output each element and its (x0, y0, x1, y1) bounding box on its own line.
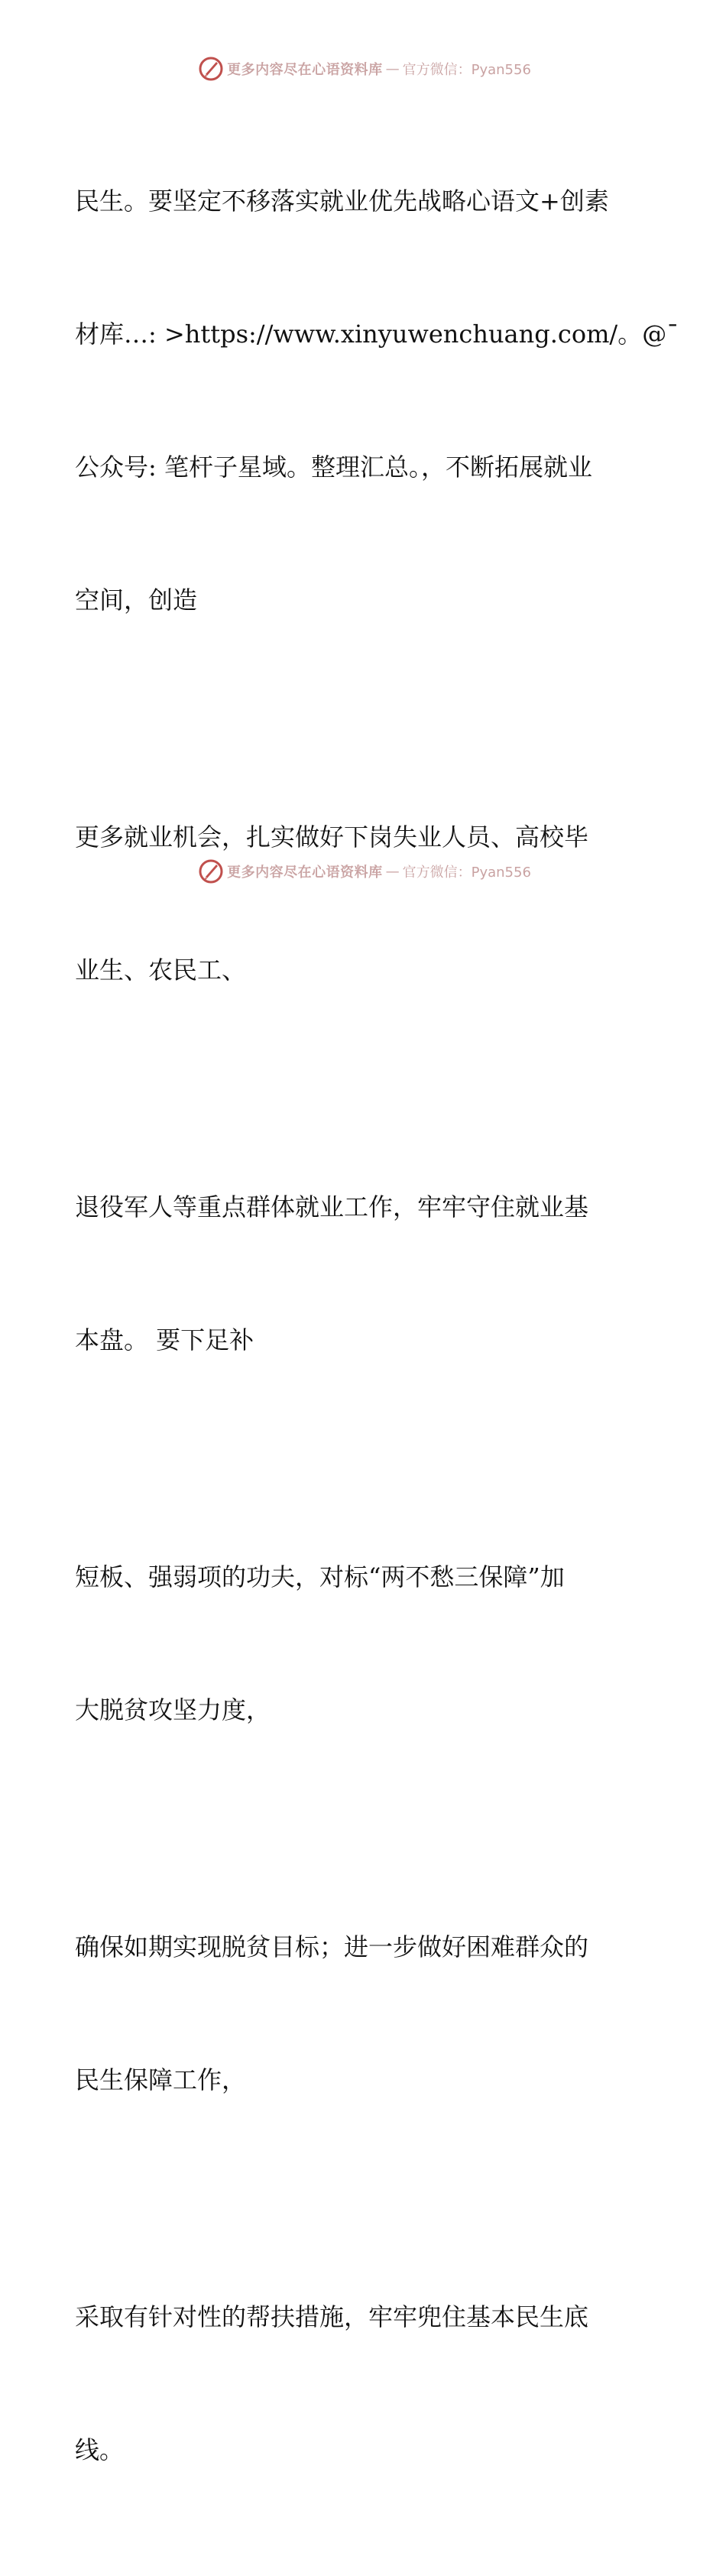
footer-banner-inner (198, 858, 531, 884)
paragraph-line: 民生。要坚定不移落实就业优先战略心语文+创素 (75, 187, 609, 216)
footer-banner-wechat: 官方微信：Pyan556 (402, 865, 531, 881)
paragraph-2 (75, 726, 656, 1081)
paragraph-line: 民生保障工作， (75, 2065, 247, 2094)
paragraph-1 (75, 90, 679, 711)
paragraph-4 (75, 1466, 656, 1821)
header-banner-text: 更多内容尽在心语资料库 (227, 62, 383, 78)
header-banner-wechat: 官方微信：Pyan556 (402, 62, 531, 78)
header-banner (0, 54, 726, 84)
paragraph-line: 线。 (75, 2435, 125, 2464)
paragraph-line: 更多就业机会，扎实做好下岗失业人员、高校毕 (75, 822, 589, 852)
paragraph-line: 空间，创造 (75, 586, 198, 615)
paragraph-line: 业生、农民工、 (75, 955, 247, 985)
paragraph-line: 材库…: >https://www.xinyuwenchuang.com/。@¯ (75, 320, 679, 349)
paragraph-line: 确保如期实现脱贫目标；进一步做好困难群众的 (75, 1932, 589, 1961)
header-banner-separator: — (385, 60, 400, 77)
paragraph-line: 大脱贫攻坚力度， (75, 1695, 271, 1724)
quill-logo-icon (198, 858, 224, 884)
paragraph-line: 退役军人等重点群体就业工作，牢牢守住就业基 (75, 1192, 589, 1221)
header-banner-inner (198, 56, 531, 82)
document-body (75, 90, 679, 2576)
paragraph-5 (75, 1836, 656, 2191)
footer-banner-separator: — (385, 863, 400, 880)
footer-banner-text: 更多内容尽在心语资料库 (227, 865, 383, 881)
paragraph-3 (75, 1096, 656, 1451)
footer-banner (0, 856, 726, 887)
paragraph-6 (75, 2206, 656, 2561)
paragraph-line: 本盘。 要下足补 (75, 1325, 254, 1355)
paragraph-line: 短板、强弱项的功夫，对标“两不愁三保障”加 (75, 1562, 565, 1591)
quill-logo-icon (198, 56, 224, 82)
paragraph-line: 公众号: 笔杆子星域。整理汇总。，不断拓展就业 (75, 453, 592, 482)
paragraph-line: 采取有针对性的帮扶措施，牢牢兜住基本民生底 (75, 2302, 589, 2331)
